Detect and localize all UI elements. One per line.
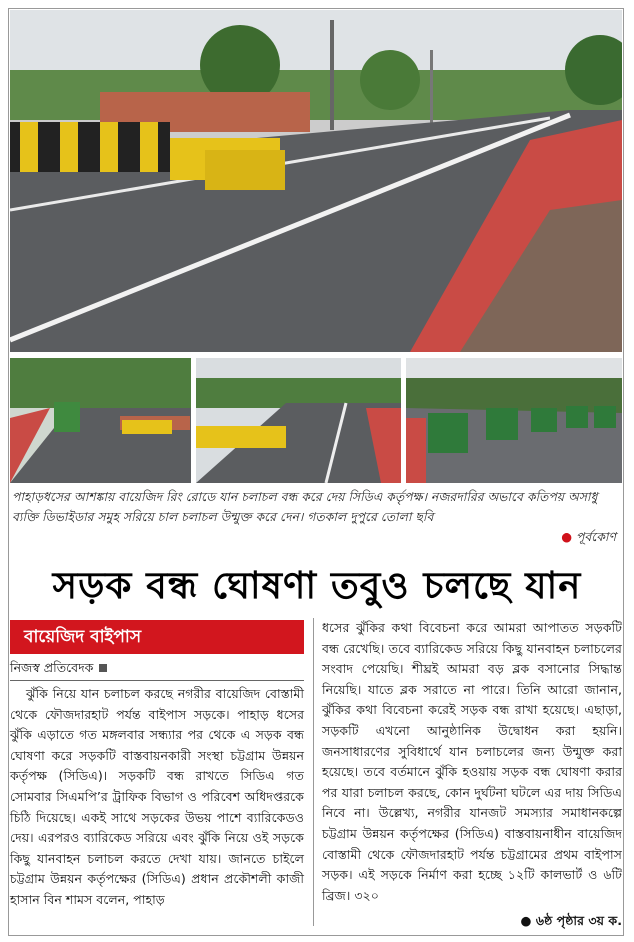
road-photo-auto-rickshaw <box>10 358 191 483</box>
continued-text: ৬ষ্ঠ পৃষ্ঠার ৩য় ক. <box>535 913 622 928</box>
credit-label: পূর্বকোণ <box>575 529 616 544</box>
photo-credit <box>561 527 616 547</box>
byline-square-icon <box>99 664 107 672</box>
article-body-left: ঝুঁকি নিয়ে যান চলাচল করছে নগরীর বায়েজিদ বোস্তামী থেকে ফৌজদারহাট পর্যন্ত বাইপাস সড়কে। পাহাড় ধসের ঝুঁকি এড়াতে গত মঙ্গলবার সন্ধ্যার পর থেকে এ সড়ক বন্ধ ঘোষণা করে সড়কটি বাস্তবায়নকারী সংস্থা চট্টগ্রাম উন্নয়ন কর্তৃপক্ষ (সিডিএ)। সড়কটি বন্ধ রাখতে সিডিএ গত সোমবার সিএমপি’র ট্রাফিক বিভাগ ও পরিবেশ অধিদপ্তরকে চিঠি দিয়েছে। একই সাথে সড়কের উভয় পাশে ব্যারিকেডও দেয়। এরপরও ব্যারিকেড সরিয়ে এবং ঝুঁকি নিয়ে ওই সড়কে কিছু যানবাহন চলাচল করতে দেখা যায়। জানতে চাইলে চট্টগ্রাম উন্নয়ন কর্তৃপক্ষের (সিডিএ) প্রধান প্রকৌশলী কাজী হাসান বিন শামস বলেন, পাহাড় <box>10 686 304 907</box>
article-body-right: ধসের ঝুঁকির কথা বিবেচনা করে আমরা আপাতত সড়কটি বন্ধ রেখেছি। তবে ব্যারিকেড সরিয়ে কিছু যানবাহন চলাচলের সংবাদ পেয়েছি। শীঘ্রই আমরা বড় ব্লক বসানোর সিদ্ধান্ত নিয়েছি। যাতে ব্লক সরাতে না পারে। তিনি আরো জানান, ঝুঁকির কথা বিবেচনা করেই সড়ক বন্ধ রাখা হয়েছে। এছাড়া, সড়কটি এখনো আনুষ্ঠানিক উদ্বোধন করা হয়নি। জনসাধারণের সুবিধার্থে যান চলাচলের জন্য উন্মুক্ত করা হয়েছে। তবে বর্তমানে ঝুঁকি হওয়ায় সড়ক বন্ধ ঘোষণা করার পর যারা চলাচল করছে, কোন দুর্ঘটনা ঘটলে এর দায় সিডিএ নিবে না। উল্লেখ্য, নগরীর যানজট সমস্যার সমাধানকল্পে চট্টগ্রাম উন্নয়ন কর্তৃপক্ষের (সিডিএ) বাস্তবায়নাধীন বায়েজিদ বোস্তামী থেকে ফৌজদারহাট পর্যন্ত চট্টগ্রামের প্রথম বাইপাস সড়ক। এই সড়কে নির্মাণ করা হচ্ছে ১২টি কালভার্ট ও ৬টি ব্রিজ। ৩২০ <box>322 620 622 903</box>
section-kicker: বায়েজিদ বাইপাস <box>10 620 304 654</box>
credit-dot-icon: ● <box>561 529 572 544</box>
byline <box>10 660 107 680</box>
byline-text: নিজস্ব প্রতিবেদক <box>10 660 94 675</box>
road-photo-cng-queue <box>406 358 622 483</box>
continued-note: ● ৬ষ্ঠ পৃষ্ঠার ৩য় ক. <box>520 913 622 928</box>
caption-text: পাহাড়ধসের আশঙ্কায় বায়েজিদ রিং রোডে যান চলাচল বন্ধ করে দেয় সিডিএ কর্তৃপক্ষ। নজরদারির অভাবে কতিপয় অসাধু ব্যক্তি ডিভাইডার সমুহ সরিয়ে চাল চলাচল উন্মুক্ত করে দেন। গতকাল দুপুরে তোলা ছবি <box>12 489 598 524</box>
column-divider <box>313 618 314 926</box>
road-photo-barriers <box>196 358 401 483</box>
byline-rule <box>10 680 304 681</box>
headline: সড়ক বন্ধ ঘোষণা তবুও চলছে যান <box>52 564 582 607</box>
main-road-photo <box>10 10 622 352</box>
photo-caption <box>12 487 624 544</box>
